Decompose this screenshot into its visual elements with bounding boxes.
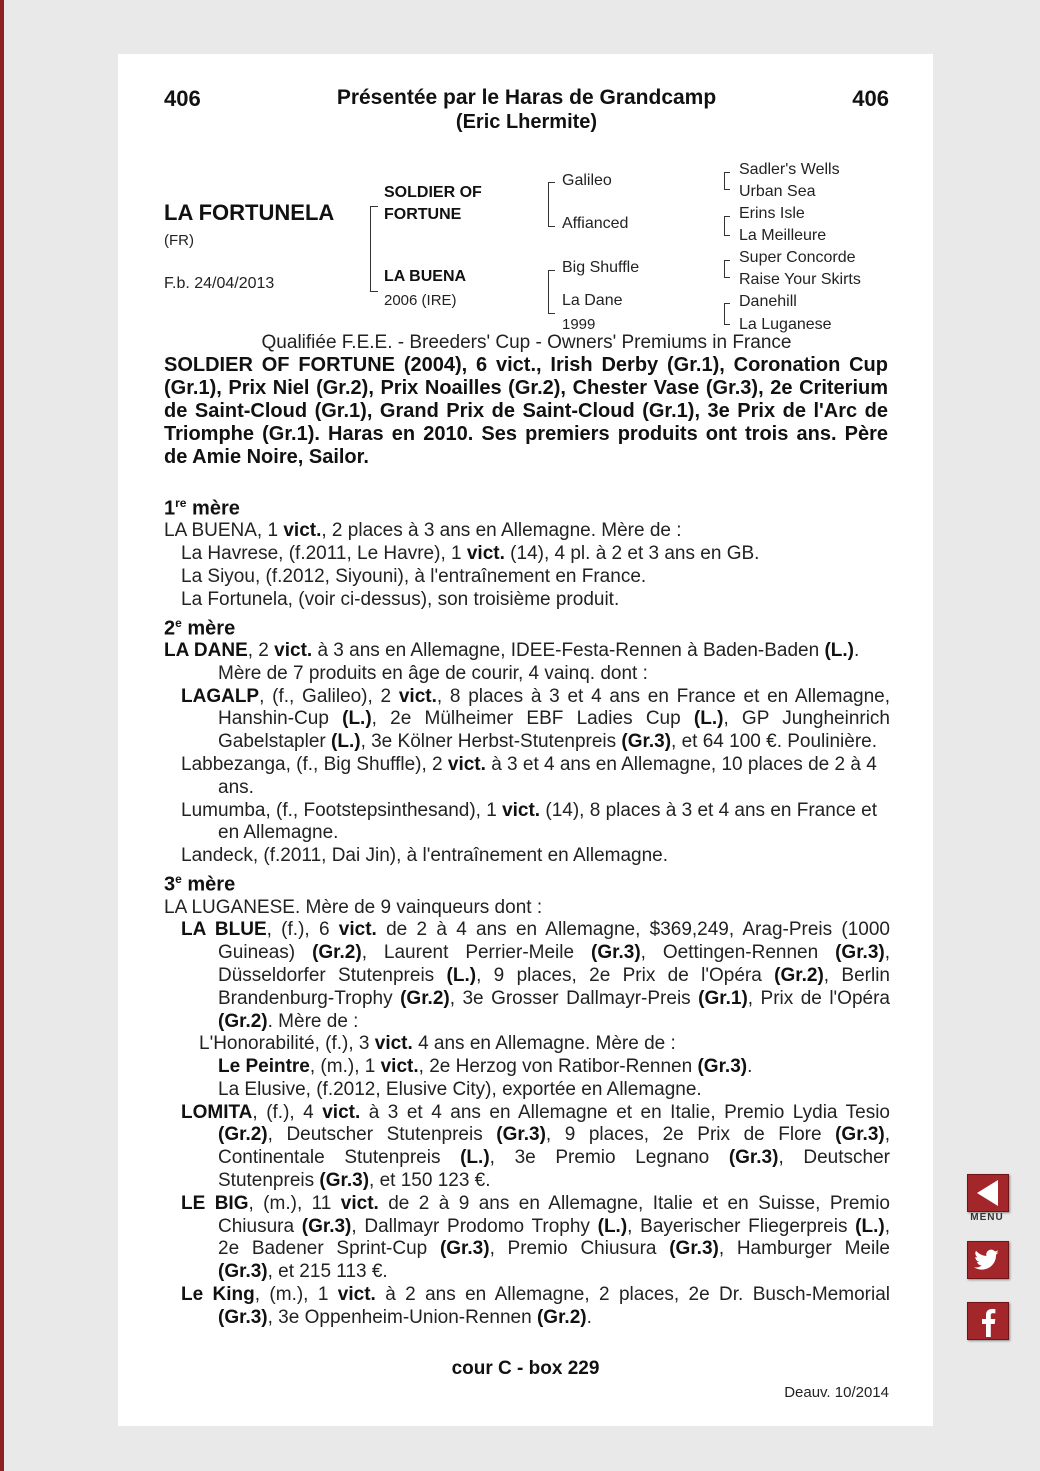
presenter bbox=[164, 86, 889, 134]
second-dam-entry: LA DANE, 2 vict. à 3 ans en Allemagne, IDEE-Festa-Rennen à Baden-Baden (L.). Mère de 7 produits en âge de courir, 4 vainq. dont : bbox=[164, 640, 860, 684]
twitter-icon bbox=[968, 1242, 1008, 1278]
sale-reference: Deauv. 10/2014 bbox=[784, 1384, 889, 1401]
produce-item: Le Peintre, (m.), 1 vict., 2e Herzog von Ratibor-Rennen (Gr.3). bbox=[218, 1056, 753, 1078]
catalogue-page bbox=[118, 54, 933, 1426]
facebook-button[interactable] bbox=[967, 1302, 1009, 1340]
produce-item: La Havrese, (f.2011, Le Havre), 1 vict. (14), 4 pl. à 2 et 3 ans en GB. bbox=[181, 543, 760, 565]
menu-label[interactable]: MENU bbox=[970, 1212, 1004, 1223]
produce-item: Lumumba, (f., Footstepsinthesand), 1 vict. (14), 8 places à 3 et 4 ans en France et en Allemagne. bbox=[181, 799, 878, 844]
sire-sire: Galileo bbox=[562, 172, 612, 189]
bracket-g3-4 bbox=[724, 303, 730, 325]
produce-item: La Elusive, (f.2012, Elusive City), exportée en Allemagne. bbox=[218, 1078, 702, 1100]
produce-item: LOMITA, (f.), 4 vict. à 3 et 4 ans en Allemagne et en Italie, Premio Lydia Tesio (Gr.2), Deutscher Stutenpreis (Gr.3), 9 places, 2e Prix de Flore (Gr.3), Continentale Stutenpreis (L.), 3e Premio Legnano (Gr.3), Deutscher Stutenpreis (Gr.3), et 150 123 €. bbox=[181, 1101, 891, 1192]
bracket-g3-1 bbox=[724, 172, 730, 190]
sire-note: SOLDIER OF FORTUNE (2004), 6 vict., Irish Derby (Gr.1), Coronation Cup (Gr.1), Prix Niel (Gr.2), Prix Noailles (Gr.2), Chester Vase (Gr.3), 2e Criterium de Saint-Cloud (Gr.1), Grand Prix de Saint-Cloud (Gr.1), 3e Prix de l'Arc de Triomphe (Gr.1). Haras en 2010. Ses premiers produits ont trois ans. Père de Amie Noire, Sailor. bbox=[164, 354, 888, 468]
lot-header bbox=[164, 86, 889, 138]
pedigree bbox=[164, 154, 904, 340]
horse-origin: (FR) bbox=[164, 232, 194, 249]
produce-item: LA BLUE, (f.), 6 vict. de 2 à 4 ans en Allemagne, $369,249, Arag-Preis (1000 Guineas) (Gr.2), Laurent Perrier-Meile (Gr.3), Oettingen-Rennen (Gr.3), Düsseldorfer Stutenpreis (L.), 9 places, 2e Prix de l'Opéra (Gr.2), Berlin Brandenburg-Trophy (Gr.2), 3e Grosser Dallmayr-Preis (Gr.1), Prix de l'Opéra (Gr.2). Mère de : bbox=[181, 919, 891, 1032]
bracket-g3-2 bbox=[724, 216, 730, 236]
produce-item: LAGALP, (f., Galileo), 2 vict., 8 places à 3 et 4 ans en France et en Allemagne, Hanshin-Cup (L.), 2e Mülheimer EBF Ladies Cup (L.), GP Jungheinrich Gabelstapler (L.), 3e Kölner Herbst-Stutenpreis (Gr.3), et 64 100 €. Poulinière. bbox=[181, 685, 891, 753]
dam-year: 2006 (IRE) bbox=[384, 292, 457, 309]
gg-dam-1: Urban Sea bbox=[739, 183, 816, 200]
second-dam-heading: 2e mère bbox=[164, 615, 236, 640]
produce-item: L'Honorabilité, (f.), 3 vict. 4 ans en Allemagne. Mère de : bbox=[199, 1033, 676, 1055]
left-border-line bbox=[0, 0, 4, 1471]
dam-dam: La Dane bbox=[562, 292, 623, 309]
gg-sire-3: Super Concorde bbox=[739, 249, 856, 266]
sire-dam: Affianced bbox=[562, 215, 629, 232]
gg-dam-2: La Meilleure bbox=[739, 227, 827, 244]
sire-line2: FORTUNE bbox=[384, 206, 462, 223]
produce-item: Labbezanga, (f., Big Shuffle), 2 vict. à 3 et 4 ans en Allemagne, 10 places de 2 à 4 ans. bbox=[181, 754, 877, 798]
third-dam-heading: 3e mère bbox=[164, 872, 236, 896]
bracket-sire-parents bbox=[548, 182, 555, 227]
menu-button[interactable] bbox=[967, 1174, 1009, 1212]
bracket-sire-dam bbox=[370, 206, 378, 292]
lot-number-left: 406 bbox=[164, 86, 201, 111]
gg-dam-4: La Luganese bbox=[739, 316, 832, 333]
back-arrow-icon bbox=[968, 1175, 1008, 1211]
first-dam-entry: LA BUENA, 1 vict., 2 places à 3 ans en Allemagne. Mère de : bbox=[164, 520, 682, 542]
gg-dam-3: Raise Your Skirts bbox=[739, 271, 861, 288]
produce-item: Le King, (m.), 1 vict. à 2 ans en Allemagne, 2 places, 2e Dr. Busch-Memorial (Gr.3), 3e Oppenheim-Union-Rennen (Gr.2). bbox=[181, 1284, 890, 1328]
presenter-sub: (Eric Lhermite) bbox=[455, 111, 598, 133]
bracket-g3-3 bbox=[724, 260, 730, 278]
sire bbox=[384, 182, 482, 226]
dam-sire: Big Shuffle bbox=[562, 259, 640, 276]
presenter-name: Présentée par le Haras de Grandcamp bbox=[336, 86, 717, 109]
first-dam-heading: 1re mère bbox=[164, 496, 240, 520]
twitter-button[interactable] bbox=[967, 1241, 1009, 1279]
sire-line1: SOLDIER OF bbox=[384, 184, 482, 201]
qualification: Qualifiée F.E.E. - Breeders' Cup - Owners' Premiums in France bbox=[261, 332, 792, 353]
dam-dam-year: 1999 bbox=[562, 316, 596, 333]
produce-item: LE BIG, (m.), 11 vict. de 2 à 9 ans en Allemagne, Italie et en Suisse, Premio Chiusura (Gr.3), Dallmayr Prodomo Trophy (L.), Bayerischer Fliegerpreis (L.), 2e Badener Sprint-Cup (Gr.3), Premio Chiusura (Gr.3), Hamburger Meile (Gr.3), et 215 113 €. bbox=[181, 1192, 890, 1283]
produce-item: Landeck, (f.2011, Dai Jin), à l'entraînement en Allemagne. bbox=[181, 845, 669, 867]
gg-sire-1: Sadler's Wells bbox=[739, 161, 840, 178]
pedigree-body bbox=[164, 492, 890, 1330]
dam: LA BUENA bbox=[384, 268, 467, 285]
gg-sire-2: Erins Isle bbox=[739, 205, 805, 222]
bracket-dam-parents bbox=[548, 270, 555, 314]
produce-item: La Fortunela, (voir ci-dessus), son troisième produit. bbox=[181, 588, 620, 610]
box-location: cour C - box 229 bbox=[451, 1358, 600, 1379]
horse-birth: F.b. 24/04/2013 bbox=[164, 275, 275, 292]
produce-item: La Siyou, (f.2012, Siyouni), à l'entraînement en France. bbox=[181, 566, 647, 588]
third-dam-entry: LA LUGANESE. Mère de 9 vainqueurs dont : bbox=[164, 896, 543, 918]
horse-name: LA FORTUNELA bbox=[164, 200, 335, 225]
gg-sire-4: Danehill bbox=[739, 293, 797, 310]
lot-number-right: 406 bbox=[852, 86, 889, 111]
facebook-icon bbox=[968, 1303, 1008, 1339]
